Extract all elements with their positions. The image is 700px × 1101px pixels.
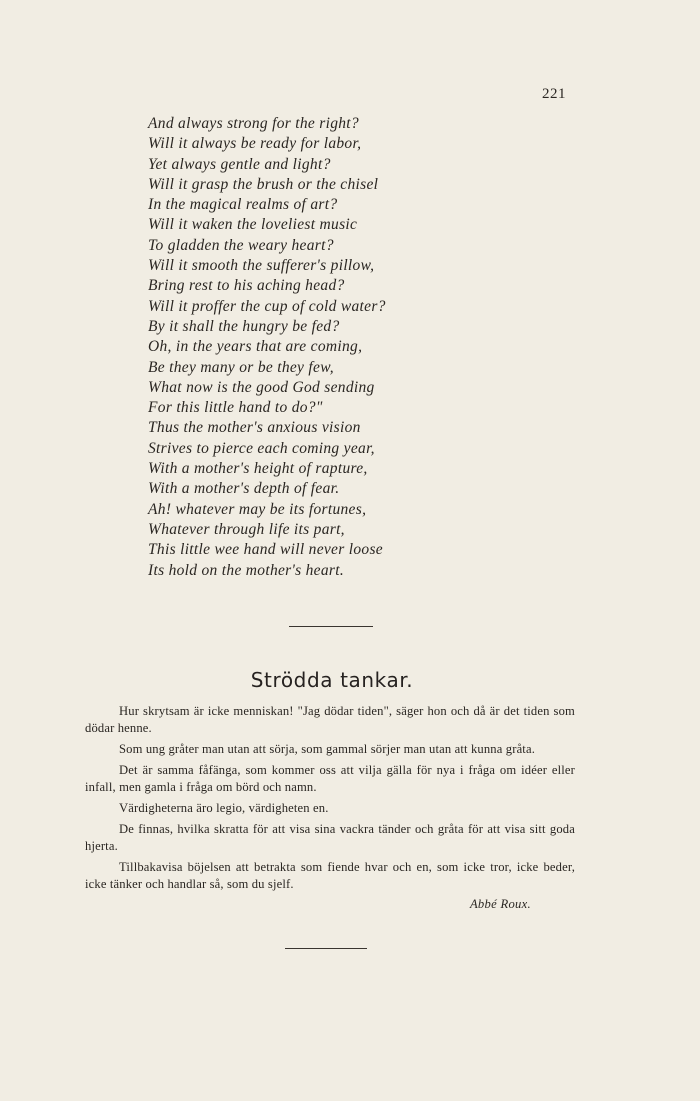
author-signature: Abbé Roux.	[469, 897, 531, 911]
poem-line: Will it waken the loveliest music	[148, 216, 358, 234]
aphorism-paragraph: Det är samma fåfänga, som kommer oss att vilja gälla för nya i fråga om idéer eller infall, men gamla i fråga om börd och namn.	[85, 763, 575, 794]
poem-line: To gladden the weary heart?	[148, 236, 334, 254]
section-title: Strödda tankar.	[250, 668, 414, 692]
poem-line: And always strong for the right?	[148, 115, 359, 132]
page-number: 221	[542, 86, 566, 102]
poem-line: Its hold on the mother's heart.	[148, 561, 345, 579]
poem-line: Bring rest to his aching head?	[148, 277, 345, 295]
poem-line: Will it grasp the brush or the chisel	[148, 175, 379, 193]
aphorism-paragraph: Tillbakavisa böjelsen att betrakta som fiende hvar och en, som icke tror, icke beder, icke tänker och handlar så, som du sjelf.	[85, 860, 575, 891]
poem-line: Will it always be ready for labor,	[148, 135, 362, 153]
poem-line: Will it smooth the sufferer's pillow,	[148, 257, 375, 275]
poem-line: This little wee hand will never loose	[148, 541, 383, 559]
end-divider	[285, 948, 367, 949]
poem-line: Yet always gentle and light?	[148, 155, 331, 173]
poem-line: In the magical realms of art?	[148, 196, 338, 214]
poem-line: With a mother's height of rapture,	[148, 460, 368, 478]
poem-line: Be they many or be they few,	[148, 358, 334, 376]
poem-line: Strives to pierce each coming year,	[148, 439, 375, 457]
poem-line: Oh, in the years that are coming,	[148, 338, 363, 356]
poem-line: With a mother's depth of fear.	[148, 480, 340, 498]
aphorism-paragraph: Som ung gråter man utan att sörja, som gammal sörjer man utan att kunna gråta.	[119, 742, 535, 756]
section-divider	[289, 626, 373, 627]
poem-line: For this little hand to do?"	[148, 399, 323, 417]
poem-line: Will it proffer the cup of cold water?	[148, 297, 386, 315]
poem-line: What now is the good God sending	[148, 378, 375, 396]
aphorisms	[85, 703, 575, 913]
aphorism-paragraph: Värdigheterna äro legio, värdigheten en.	[119, 801, 329, 815]
aphorism-paragraph: De finnas, hvilka skratta för att visa sina vackra tänder och gråta för att visa sitt goda hjerta.	[85, 822, 575, 853]
aphorism-paragraph: Hur skrytsam är icke menniskan! "Jag dödar tiden", säger hon och då är det tiden som dödar henne.	[85, 704, 575, 735]
poem-line: By it shall the hungry be fed?	[148, 317, 340, 335]
poem	[148, 114, 468, 581]
poem-line: Ah! whatever may be its fortunes,	[148, 500, 367, 518]
poem-line: Whatever through life its part,	[148, 520, 345, 538]
poem-line: Thus the mother's anxious vision	[148, 419, 361, 437]
